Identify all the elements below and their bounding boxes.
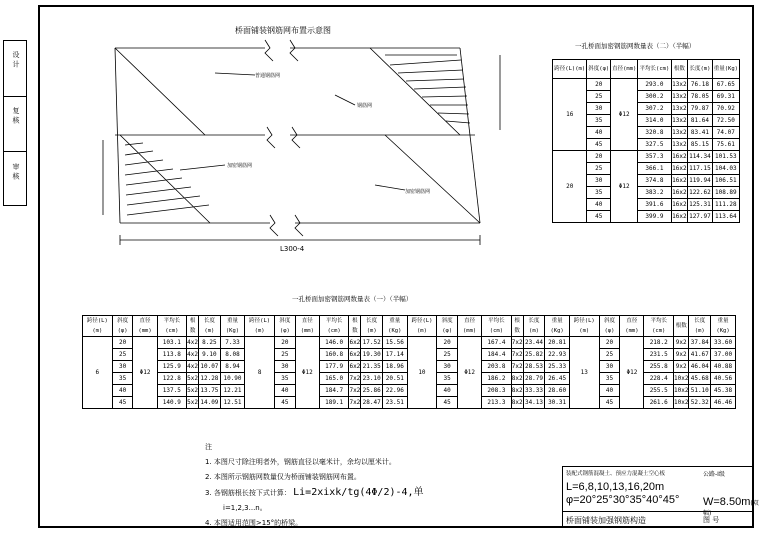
table1-cell: 79.87 bbox=[688, 103, 712, 115]
table2-header-cell: 平均长(cm) bbox=[319, 316, 349, 337]
table2-span-cell: 10 bbox=[407, 337, 437, 409]
tb-width-suffix: (双幅) bbox=[703, 500, 759, 517]
table2-cell: 37.84 bbox=[689, 337, 711, 349]
table1-cell: 374.8 bbox=[638, 175, 671, 187]
table2-cell: 140.9 bbox=[157, 397, 187, 409]
tb-angles: φ=20°25°30°35°40°45° bbox=[566, 494, 680, 506]
table2-cell: 8.25 bbox=[199, 337, 221, 349]
table2-cell: 37.00 bbox=[711, 349, 736, 361]
table2-angle-cell: 25 bbox=[274, 349, 295, 361]
table2-cell: 41.67 bbox=[689, 349, 711, 361]
table2-cell: 6x2 bbox=[349, 337, 361, 349]
table1-angle-cell: 20 bbox=[587, 151, 611, 163]
table2-cell: 255.5 bbox=[644, 385, 674, 397]
table2-cell: 125.9 bbox=[157, 361, 187, 373]
table1-angle-cell: 35 bbox=[587, 187, 611, 199]
side-label-2: 复 核 bbox=[12, 107, 20, 124]
table2-angle-cell: 45 bbox=[274, 397, 295, 409]
note-2: 2. 本图所示钢筋网数量仅为桥面铺装钢筋网布置。 bbox=[205, 473, 361, 481]
table1-cell: 16x2 bbox=[671, 187, 688, 199]
table1-cell: 357.3 bbox=[638, 151, 671, 163]
table2-cell: 7x2 bbox=[349, 373, 361, 385]
table2-angle-cell: 45 bbox=[437, 397, 458, 409]
table1-header-cell: 平均长(cm) bbox=[638, 60, 671, 79]
table1-cell: 81.64 bbox=[688, 115, 712, 127]
table2-cell: 9x2 bbox=[673, 349, 688, 361]
table1-angle-cell: 45 bbox=[587, 211, 611, 223]
table1-cell: 293.0 bbox=[638, 79, 671, 91]
table1-cell: 78.05 bbox=[688, 91, 712, 103]
table1-angle-cell: 45 bbox=[587, 139, 611, 151]
table2-header-cell: 斜度(φ) bbox=[274, 316, 295, 337]
table2-cell: 7x2 bbox=[349, 397, 361, 409]
table1-cell: 119.94 bbox=[688, 175, 712, 187]
table2-angle-cell: 35 bbox=[599, 373, 620, 385]
table2-cell: 25.33 bbox=[545, 361, 570, 373]
table2-cell: 189.1 bbox=[319, 397, 349, 409]
table1-cell: 383.2 bbox=[638, 187, 671, 199]
table1-title: 一孔桥面加密钢筋网数量表（二）（半幅） bbox=[575, 42, 696, 50]
table2-angle-cell: 35 bbox=[437, 373, 458, 385]
table1-cell: 122.62 bbox=[688, 187, 712, 199]
table1-angle-cell: 40 bbox=[587, 127, 611, 139]
table2-angle-cell: 45 bbox=[599, 397, 620, 409]
table2-header-cell: 跨径(L)(m) bbox=[569, 316, 599, 337]
side-label-1: 设 计 bbox=[12, 51, 20, 68]
table2-cell: 34.13 bbox=[523, 397, 545, 409]
table2-cell: 52.32 bbox=[689, 397, 711, 409]
table2-header-cell: 根数 bbox=[673, 316, 688, 337]
table1-header-cell: 跨径(L)(m) bbox=[553, 60, 587, 79]
table2-header-cell: 平均长(cm) bbox=[482, 316, 512, 337]
table1-cell: 70.92 bbox=[712, 103, 739, 115]
table2-cell: 23.10 bbox=[361, 373, 383, 385]
table2-angle-cell: 30 bbox=[437, 361, 458, 373]
table2-cell: 26.45 bbox=[545, 373, 570, 385]
table1-cell: 16x2 bbox=[671, 163, 688, 175]
table1 bbox=[552, 59, 740, 223]
table2-header-cell: 直径(mm) bbox=[133, 316, 157, 337]
table2-dia-cell: Φ12 bbox=[620, 337, 644, 409]
table2-cell: 10x2 bbox=[673, 373, 688, 385]
table2-cell: 10x2 bbox=[673, 397, 688, 409]
note-4: 4. 本图适用范围>15°的桥梁。 bbox=[205, 519, 303, 527]
table1-cell: 16x2 bbox=[671, 175, 688, 187]
table2-cell: 113.8 bbox=[157, 349, 187, 361]
table2-cell: 12.21 bbox=[220, 385, 245, 397]
table2-cell: 5x2 bbox=[187, 385, 199, 397]
table2-cell: 28.47 bbox=[361, 397, 383, 409]
table2-header-cell: 平均长(cm) bbox=[157, 316, 187, 337]
table2-cell: 103.1 bbox=[157, 337, 187, 349]
table2-header-cell: 长度(m) bbox=[523, 316, 545, 337]
table2-angle-cell: 40 bbox=[274, 385, 295, 397]
table2-cell: 261.6 bbox=[644, 397, 674, 409]
table1-dia-cell: Φ12 bbox=[611, 79, 638, 151]
table2-cell: 18.96 bbox=[383, 361, 408, 373]
table2-cell: 25.82 bbox=[523, 349, 545, 361]
note-1: 1. 本图尺寸除注明者外，钢筋直径以毫米计，余均以厘米计。 bbox=[205, 458, 396, 466]
table1-cell: 75.61 bbox=[712, 139, 739, 151]
table1-row bbox=[553, 151, 740, 163]
table2-cell: 146.0 bbox=[319, 337, 349, 349]
table1-cell: 106.51 bbox=[712, 175, 739, 187]
label-dense-mesh-a: 加密钢筋网 bbox=[227, 163, 253, 169]
table2-cell: 23.51 bbox=[383, 397, 408, 409]
table1-cell: 13x2 bbox=[671, 115, 688, 127]
table2-header-cell: 长度(m) bbox=[199, 316, 221, 337]
left-signature-strip bbox=[3, 40, 27, 206]
table1-cell: 104.03 bbox=[712, 163, 739, 175]
table2-header-cell: 重量(Kg) bbox=[711, 316, 736, 337]
table2-header-cell: 斜度(φ) bbox=[112, 316, 133, 337]
table2-cell: 122.8 bbox=[157, 373, 187, 385]
table2-cell: 7x2 bbox=[511, 337, 523, 349]
table2-cell: 7.33 bbox=[220, 337, 245, 349]
table2-cell: 186.2 bbox=[482, 373, 512, 385]
table2-cell: 5x2 bbox=[187, 373, 199, 385]
table2-header-cell: 根数 bbox=[187, 316, 199, 337]
table2-angle-cell: 20 bbox=[437, 337, 458, 349]
tb-width bbox=[703, 496, 759, 517]
table1-angle-cell: 30 bbox=[587, 175, 611, 187]
table2-header-cell: 跨径(L)(m) bbox=[245, 316, 275, 337]
table1-cell: 16x2 bbox=[671, 199, 688, 211]
table2-header-cell: 跨径(L)(m) bbox=[83, 316, 113, 337]
table2-angle-cell: 20 bbox=[599, 337, 620, 349]
note-3-text: 3. 各钢筋根长按下式计算： bbox=[205, 489, 291, 497]
table2-angle-cell: 40 bbox=[599, 385, 620, 397]
table2-cell: 8x2 bbox=[511, 373, 523, 385]
table2-header-cell: 重量(Kg) bbox=[220, 316, 245, 337]
table2-cell: 203.8 bbox=[482, 361, 512, 373]
table1-cell: 16x2 bbox=[671, 211, 688, 223]
table2-cell: 8.08 bbox=[220, 349, 245, 361]
table1-cell: 13x2 bbox=[671, 139, 688, 151]
table2-angle-cell: 30 bbox=[274, 361, 295, 373]
table2-cell: 45.68 bbox=[689, 373, 711, 385]
table2-angle-cell: 45 bbox=[112, 397, 133, 409]
side-label-3: 审 核 bbox=[12, 163, 20, 180]
table2-dia-cell: Φ12 bbox=[458, 337, 482, 409]
table2-span-cell: 8 bbox=[245, 337, 275, 409]
plan-title: 桥面铺装钢筋网布置示意图 bbox=[235, 26, 331, 35]
table2-cell: 45.38 bbox=[711, 385, 736, 397]
table2-cell: 9x2 bbox=[673, 337, 688, 349]
table2-cell: 20.51 bbox=[383, 373, 408, 385]
label-mesh: 钢筋网 bbox=[357, 103, 373, 109]
table2-cell: 46.04 bbox=[689, 361, 711, 373]
table2-angle-cell: 40 bbox=[437, 385, 458, 397]
table2-cell: 213.3 bbox=[482, 397, 512, 409]
table1-cell: 391.6 bbox=[638, 199, 671, 211]
table2-span-cell: 6 bbox=[83, 337, 113, 409]
table2-cell: 7x2 bbox=[511, 349, 523, 361]
table2-angle-cell: 30 bbox=[112, 361, 133, 373]
table2-cell: 165.0 bbox=[319, 373, 349, 385]
tb-spans: L=6,8,10,13,16,20m bbox=[566, 481, 665, 493]
table2-cell: 7x2 bbox=[511, 361, 523, 373]
bottom-dimension: L300-4 bbox=[280, 245, 305, 253]
table1-header-cell: 根数 bbox=[671, 60, 688, 79]
table2-cell: 40.88 bbox=[711, 361, 736, 373]
table2 bbox=[82, 315, 736, 409]
table2-cell: 51.10 bbox=[689, 385, 711, 397]
table2-header-cell: 长度(m) bbox=[361, 316, 383, 337]
table2-cell: 6x2 bbox=[349, 349, 361, 361]
table1-cell: 366.1 bbox=[638, 163, 671, 175]
table1-cell: 16x2 bbox=[671, 151, 688, 163]
table2-cell: 21.35 bbox=[361, 361, 383, 373]
table1-angle-cell: 35 bbox=[587, 115, 611, 127]
table2-header-cell: 斜度(φ) bbox=[437, 316, 458, 337]
table2-cell: 28.53 bbox=[523, 361, 545, 373]
table2-cell: 8x2 bbox=[511, 385, 523, 397]
table1-angle-cell: 25 bbox=[587, 163, 611, 175]
table1-cell: 327.5 bbox=[638, 139, 671, 151]
table2-header-cell: 长度(m) bbox=[689, 316, 711, 337]
table1-cell: 85.15 bbox=[688, 139, 712, 151]
table1-cell: 83.41 bbox=[688, 127, 712, 139]
table2-cell: 228.4 bbox=[644, 373, 674, 385]
table2-cell: 33.33 bbox=[523, 385, 545, 397]
table1-cell: 13x2 bbox=[671, 91, 688, 103]
table2-cell: 4x2 bbox=[187, 349, 199, 361]
table1-cell: 13x2 bbox=[671, 103, 688, 115]
table2-cell: 22.96 bbox=[383, 385, 408, 397]
table2-angle-cell: 30 bbox=[599, 361, 620, 373]
table1-cell: 113.64 bbox=[712, 211, 739, 223]
table2-cell: 12.28 bbox=[199, 373, 221, 385]
table1-cell: 320.8 bbox=[638, 127, 671, 139]
table1-cell: 108.89 bbox=[712, 187, 739, 199]
table1-dia-cell: Φ12 bbox=[611, 151, 638, 223]
table2-cell: 30.31 bbox=[545, 397, 570, 409]
table2-angle-cell: 25 bbox=[599, 349, 620, 361]
table1-angle-cell: 20 bbox=[587, 79, 611, 91]
note-3b: i=1,2,3...n。 bbox=[223, 504, 267, 512]
table1-header-cell: 直径(mm) bbox=[611, 60, 638, 79]
table2-cell: 40.56 bbox=[711, 373, 736, 385]
table1-cell: 117.15 bbox=[688, 163, 712, 175]
tb-line2: 公路-I级 bbox=[703, 471, 725, 478]
table2-cell: 17.14 bbox=[383, 349, 408, 361]
table2-cell: 33.60 bbox=[711, 337, 736, 349]
table2-row bbox=[83, 337, 736, 349]
table2-angle-cell: 40 bbox=[112, 385, 133, 397]
table2-cell: 19.30 bbox=[361, 349, 383, 361]
note-3-formula: Li=2xixk/tg(4Φ/2)-4,单 bbox=[293, 487, 424, 498]
table2-cell: 22.93 bbox=[545, 349, 570, 361]
table2-cell: 14.09 bbox=[199, 397, 221, 409]
table2-cell: 46.46 bbox=[711, 397, 736, 409]
tb-width-value: W=8.50m bbox=[703, 496, 751, 508]
tb-name: 桥面铺装加强钢筋构造 bbox=[566, 516, 646, 525]
table1-cell: 69.31 bbox=[712, 91, 739, 103]
table1-cell: 125.31 bbox=[688, 199, 712, 211]
table2-cell: 208.3 bbox=[482, 385, 512, 397]
table1-span-cell: 16 bbox=[553, 79, 587, 151]
table1-header-cell: 重量(Kg) bbox=[712, 60, 739, 79]
table1-angle-cell: 25 bbox=[587, 91, 611, 103]
table2-cell: 184.7 bbox=[319, 385, 349, 397]
table2-cell: 8x2 bbox=[511, 397, 523, 409]
tb-divider bbox=[563, 511, 753, 512]
label-dense-mesh-b: 加密钢筋网 bbox=[405, 189, 431, 195]
table2-cell: 4x2 bbox=[187, 361, 199, 373]
table2-cell: 4x2 bbox=[187, 337, 199, 349]
table2-header-cell: 斜度(φ) bbox=[599, 316, 620, 337]
table1-cell: 314.0 bbox=[638, 115, 671, 127]
title-block bbox=[562, 466, 759, 528]
table2-cell: 218.2 bbox=[644, 337, 674, 349]
tb-line1: 装配式钢筋混凝土、预应力混凝土空心板 bbox=[566, 471, 666, 477]
table2-cell: 160.8 bbox=[319, 349, 349, 361]
table2-header-cell: 平均长(cm) bbox=[644, 316, 674, 337]
table2-angle-cell: 20 bbox=[274, 337, 295, 349]
table2-cell: 17.52 bbox=[361, 337, 383, 349]
table1-cell: 74.07 bbox=[712, 127, 739, 139]
table1-cell: 13x2 bbox=[671, 79, 688, 91]
table2-dia-cell: Φ12 bbox=[133, 337, 157, 409]
table2-cell: 177.9 bbox=[319, 361, 349, 373]
table2-cell: 10x2 bbox=[673, 385, 688, 397]
table1-cell: 114.34 bbox=[688, 151, 712, 163]
table2-angle-cell: 20 bbox=[112, 337, 133, 349]
note-3 bbox=[205, 485, 424, 501]
table2-cell: 7x2 bbox=[349, 385, 361, 397]
plan-drawing bbox=[85, 15, 505, 270]
table2-header-cell: 重量(Kg) bbox=[545, 316, 570, 337]
table1-cell: 399.9 bbox=[638, 211, 671, 223]
table2-cell: 12.51 bbox=[220, 397, 245, 409]
table1-header-row bbox=[553, 60, 740, 79]
table2-header-cell: 重量(Kg) bbox=[383, 316, 408, 337]
table2-cell: 10.90 bbox=[220, 373, 245, 385]
notes-heading: 注 bbox=[205, 443, 212, 451]
table2-header-cell: 直径(mm) bbox=[620, 316, 644, 337]
table1-row bbox=[553, 79, 740, 91]
table2-cell: 184.4 bbox=[482, 349, 512, 361]
table2-cell: 28.60 bbox=[545, 385, 570, 397]
table1-angle-cell: 30 bbox=[587, 103, 611, 115]
table2-cell: 10.07 bbox=[199, 361, 221, 373]
table1-cell: 307.2 bbox=[638, 103, 671, 115]
table2-cell: 6x2 bbox=[349, 361, 361, 373]
table1-span-cell: 20 bbox=[553, 151, 587, 223]
table1-cell: 72.50 bbox=[712, 115, 739, 127]
table2-cell: 5x2 bbox=[187, 397, 199, 409]
table2-angle-cell: 35 bbox=[112, 373, 133, 385]
table1-cell: 127.97 bbox=[688, 211, 712, 223]
table1-cell: 101.53 bbox=[712, 151, 739, 163]
table1-cell: 300.2 bbox=[638, 91, 671, 103]
table2-header-row bbox=[83, 316, 736, 337]
table2-span-cell: 13 bbox=[569, 337, 599, 409]
table2-cell: 15.56 bbox=[383, 337, 408, 349]
table1-cell: 67.65 bbox=[712, 79, 739, 91]
table2-cell: 231.5 bbox=[644, 349, 674, 361]
table2-cell: 20.81 bbox=[545, 337, 570, 349]
table2-header-cell: 根数 bbox=[511, 316, 523, 337]
table2-cell: 8.94 bbox=[220, 361, 245, 373]
table2-title: 一孔桥面加密钢筋网数量表（一）（半幅） bbox=[292, 295, 413, 303]
table2-cell: 25.86 bbox=[361, 385, 383, 397]
table2-cell: 13.75 bbox=[199, 385, 221, 397]
table1-header-cell: 斜度(φ) bbox=[587, 60, 611, 79]
table2-cell: 9.10 bbox=[199, 349, 221, 361]
table2-angle-cell: 35 bbox=[274, 373, 295, 385]
table2-cell: 9x2 bbox=[673, 361, 688, 373]
table1-cell: 13x2 bbox=[671, 127, 688, 139]
table2-header-cell: 直径(mm) bbox=[458, 316, 482, 337]
table2-header-cell: 跨径(L)(m) bbox=[407, 316, 437, 337]
table2-cell: 137.5 bbox=[157, 385, 187, 397]
table2-header-cell: 根数 bbox=[349, 316, 361, 337]
table2-dia-cell: Φ12 bbox=[295, 337, 319, 409]
table1-cell: 111.28 bbox=[712, 199, 739, 211]
table2-cell: 28.79 bbox=[523, 373, 545, 385]
table2-cell: 167.4 bbox=[482, 337, 512, 349]
table1-angle-cell: 40 bbox=[587, 199, 611, 211]
table2-cell: 23.44 bbox=[523, 337, 545, 349]
table2-header-cell: 直径(mm) bbox=[295, 316, 319, 337]
table1-header-cell: 长度(m) bbox=[688, 60, 712, 79]
table2-angle-cell: 25 bbox=[112, 349, 133, 361]
notes bbox=[205, 440, 424, 531]
table2-cell: 255.8 bbox=[644, 361, 674, 373]
tb-fig: 图 号 bbox=[703, 516, 720, 524]
label-common-mesh: 普通钢筋网 bbox=[255, 73, 281, 79]
table2-angle-cell: 25 bbox=[437, 349, 458, 361]
table1-cell: 76.18 bbox=[688, 79, 712, 91]
